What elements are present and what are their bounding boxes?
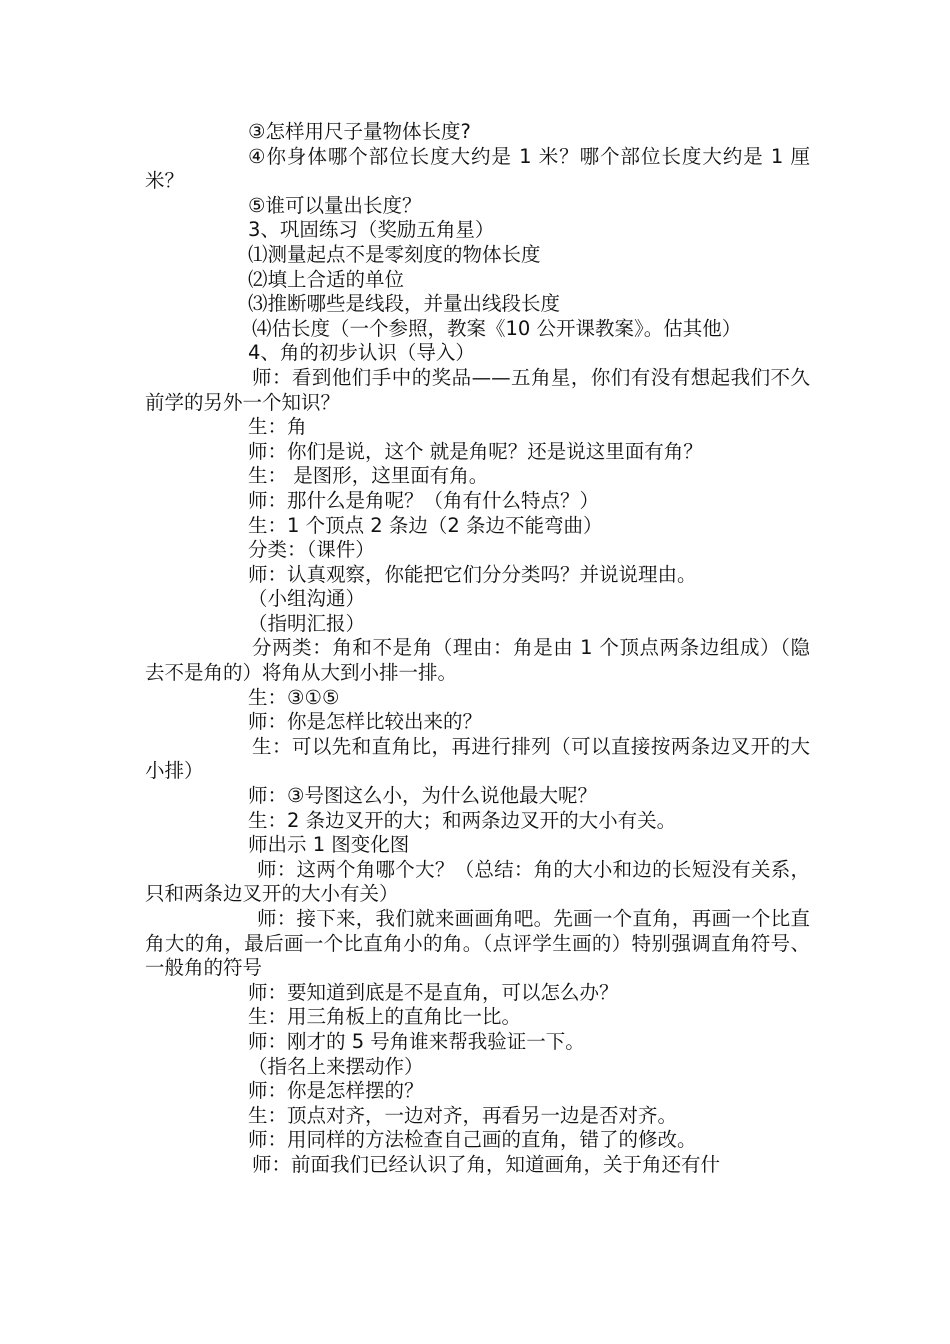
paragraph: ⑶推断哪些是线段，并量出线段长度 — [248, 292, 561, 316]
paragraph: 师：看到他们手中的奖品——五角星，你们有没有想起我们不久前学的另外一个知识？ — [145, 365, 810, 414]
paragraph: 生：2 条边叉开的大；和两条边叉开的大小有关。 — [248, 808, 677, 832]
paragraph: ⑷估长度（一个参照，教案《10 公开课教案》。估其他） — [252, 316, 742, 340]
paragraph: 分类：（课件） — [248, 538, 375, 562]
paragraph: 师：那什么是角呢？（角有什么特点？） — [248, 488, 600, 512]
paragraph: 师出示 1 图变化图 — [248, 833, 410, 857]
paragraph: 生：可以先和直角比，再进行排列（可以直接按两条边叉开的大小排） — [145, 734, 810, 783]
paragraph: 师：这两个角哪个大？（总结：角的大小和边的长短没有关系，只和两条边叉开的大小有关） — [145, 857, 810, 906]
paragraph: 师：接下来，我们就来画画角吧。先画一个直角，再画一个比直角大的角，最后画一个比直角小的角。（点评学生画的）特别强调直角符号、一般角的符号 — [145, 907, 810, 980]
paragraph: 生： 是图形，这里面有角。 — [248, 464, 489, 488]
paragraph: ⑵填上合适的单位 — [248, 267, 405, 291]
paragraph: 3、巩固练习（奖励五角星） — [248, 218, 495, 242]
paragraph: 分两类：角和不是角（理由：角是由 1 个顶点两条边组成）（隐去不是角的）将角从大到小排一排。 — [145, 636, 810, 685]
paragraph: 4、角的初步认识（导入） — [248, 341, 475, 365]
paragraph: （小组沟通） — [248, 587, 366, 611]
paragraph: 师：认真观察，你能把它们分分类吗？并说说理由。 — [248, 562, 697, 586]
paragraph: 师：③号图这么小，为什么说他最大呢？ — [248, 784, 597, 808]
paragraph: 师：你们是说，这个 就是角呢？还是说这里面有角？ — [248, 439, 703, 463]
paragraph: 师：前面我们已经认识了角，知道画角，关于角还有什 — [252, 1152, 721, 1176]
paragraph: ⑤谁可以量出长度？ — [248, 193, 422, 217]
paragraph: 生：顶点对齐，一边对齐，再看另一边是否对齐。 — [248, 1103, 678, 1127]
paragraph: 生：角 — [248, 415, 307, 439]
document-body — [145, 120, 810, 1178]
paragraph: 生：1 个顶点 2 条边（2 条边不能弯曲） — [248, 513, 603, 537]
paragraph: （指名上来摆动作） — [248, 1054, 424, 1078]
paragraph: 师：用同样的方法检查自己画的直角，错了的修改。 — [248, 1128, 697, 1152]
paragraph: 生：用三角板上的直角比一比。 — [248, 1005, 522, 1029]
paragraph: （指明汇报） — [248, 611, 366, 635]
paragraph: 生：③①⑤ — [248, 685, 340, 709]
paragraph: ④你身体哪个部位长度大约是 1 米？哪个部位长度大约是 1 厘米？ — [145, 144, 810, 193]
paragraph: ③怎样用尺子量物体长度? — [248, 120, 471, 143]
paragraph: 师：你是怎样比较出来的？ — [248, 710, 483, 734]
paragraph: 师：要知道到底是不是直角，可以怎么办？ — [248, 980, 619, 1004]
paragraph: ⑴测量起点不是零刻度的物体长度 — [248, 242, 541, 266]
paragraph: 师：你是怎样摆的？ — [248, 1079, 424, 1103]
paragraph: 师：刚才的 5 号角谁来帮我验证一下。 — [248, 1029, 585, 1053]
